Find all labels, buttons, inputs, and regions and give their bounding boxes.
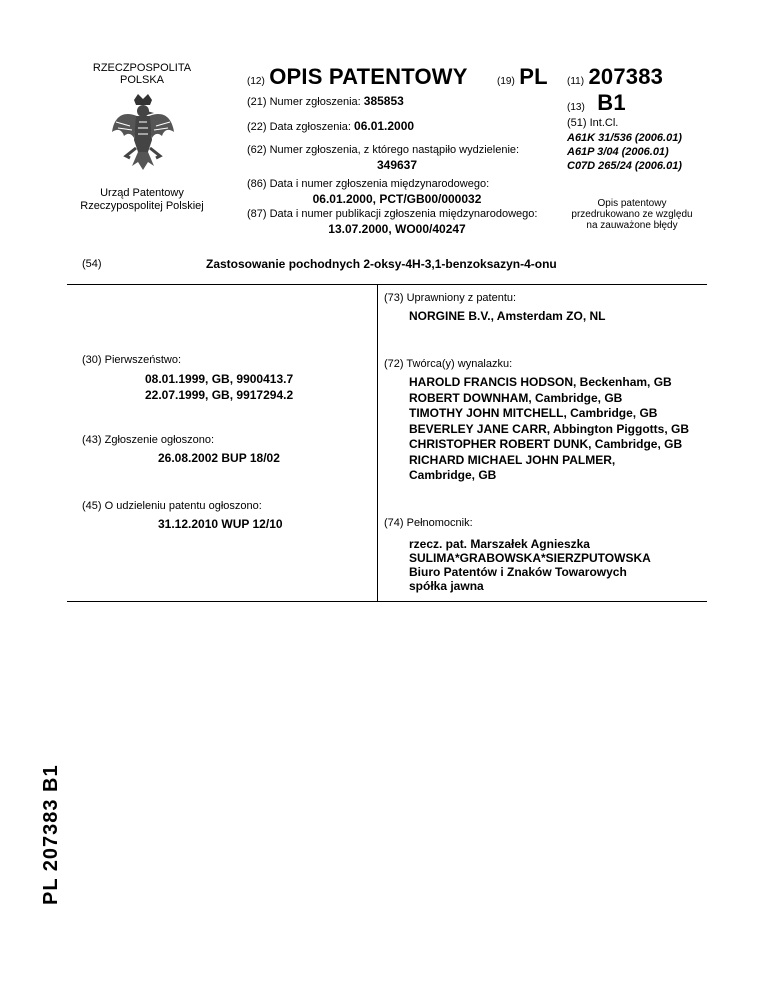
- patent-number-value: 207383: [588, 64, 664, 89]
- kind-code-value: B1: [597, 90, 626, 115]
- document-type: [247, 64, 468, 90]
- field-87-label: (87) Data i numer publikacji zgłoszenia międzynarodowego:: [247, 208, 538, 220]
- inventor-list: [409, 375, 689, 484]
- divider-vertical: [377, 284, 378, 602]
- attorney-block: [409, 537, 651, 593]
- inventor-2: ROBERT DOWNHAM, Cambridge, GB: [409, 390, 623, 405]
- field-22-label: (22) Data zgłoszenia:: [247, 121, 351, 133]
- country-line-1: RZECZPOSPOLITA: [92, 62, 192, 74]
- field-86-value: 06.01.2000, PCT/GB00/000032: [312, 192, 482, 206]
- inventor-5: CHRISTOPHER ROBERT DUNK, Cambridge, GB: [409, 437, 683, 451]
- patent-number: [567, 64, 663, 90]
- field-51-label: (51) Int.Cl.: [567, 117, 619, 129]
- field-72-label: (72) Twórca(y) wynalazku:: [384, 358, 513, 370]
- field-43-label: (43) Zgłoszenie ogłoszono:: [82, 434, 215, 446]
- priority-list: [145, 371, 293, 403]
- eagle-emblem-icon: [108, 92, 178, 174]
- attorney-line-2: SULIMA*GRABOWSKA*SIERZPUTOWSKA: [409, 551, 651, 565]
- reprint-note-line-2: przedrukowano ze względu: [571, 209, 693, 220]
- ipc-classification-list: [567, 131, 682, 173]
- field-22-value: 06.01.2000: [354, 119, 415, 133]
- kind-code: [567, 90, 626, 116]
- priority-2: 22.07.1999, GB, 9917294.2: [145, 388, 294, 402]
- attorney-line-3: Biuro Patentów i Znaków Towarowych: [409, 565, 627, 579]
- field-45-label: (45) O udzieleniu patentu ogłoszono:: [82, 500, 262, 512]
- office-line-1: Urząd Patentowy: [100, 187, 184, 199]
- country-code: [497, 64, 548, 90]
- inventor-4: BEVERLEY JANE CARR, Abbington Piggotts, GB: [409, 421, 690, 436]
- country-line-2: POLSKA: [119, 74, 165, 86]
- application-date: [247, 119, 414, 133]
- divider-bottom: [67, 601, 707, 602]
- inventor-3: TIMOTHY JOHN MITCHELL, Cambridge, GB: [409, 406, 658, 420]
- field-74-label: (74) Pełnomocnik:: [384, 517, 473, 529]
- field-73-label: (73) Uprawniony z patentu:: [384, 292, 517, 304]
- divider-top: [67, 284, 707, 285]
- field-13-code: (13): [567, 102, 585, 113]
- priority-1: 08.01.1999, GB, 9900413.7: [145, 372, 294, 386]
- inventor-1: HAROLD FRANCIS HODSON, Beckenham, GB: [409, 375, 672, 389]
- ipc-class-1: A61K 31/536 (2006.01): [567, 132, 682, 144]
- field-12-code: (12): [247, 76, 265, 87]
- field-30-label: (30) Pierwszeństwo:: [82, 354, 182, 366]
- attorney-line-1: rzecz. pat. Marszałek Agnieszka: [409, 537, 590, 551]
- reprint-note: [557, 198, 707, 231]
- ipc-class-2: A61P 3/04 (2006.01): [567, 146, 669, 158]
- field-45-value: 31.12.2010 WUP 12/10: [158, 517, 283, 531]
- field-43-value: 26.08.2002 BUP 18/02: [158, 451, 280, 465]
- field-54-code: (54): [82, 258, 102, 270]
- patent-office-name: [50, 187, 234, 213]
- inventor-6-city: Cambridge, GB: [409, 468, 497, 482]
- field-62-value: 349637: [376, 158, 418, 172]
- reprint-note-line-3: na zauważone błędy: [586, 220, 678, 231]
- field-86-label: (86) Data i numer zgłoszenia międzynarodowego:: [247, 178, 490, 190]
- attorney-line-4: spółka jawna: [409, 579, 484, 593]
- field-73-value: NORGINE B.V., Amsterdam ZO, NL: [409, 309, 606, 323]
- field-62-label: (62) Numer zgłoszenia, z którego nastąpiło wydzielenie:: [247, 144, 520, 156]
- country-name: [82, 62, 202, 86]
- country-code-value: PL: [519, 64, 548, 89]
- field-21-value: 385853: [363, 94, 404, 108]
- field-21-label: (21) Numer zgłoszenia:: [247, 96, 361, 108]
- field-87-value: 13.07.2000, WO00/40247: [328, 222, 466, 236]
- office-line-2: Rzeczypospolitej Polskiej: [80, 200, 204, 212]
- ipc-class-3: C07D 265/24 (2006.01): [567, 160, 682, 172]
- side-patent-label: PL 207383 B1: [40, 764, 62, 905]
- field-19-code: (19): [497, 76, 515, 87]
- document-type-label: OPIS PATENTOWY: [269, 64, 468, 89]
- reprint-note-line-1: Opis patentowy: [597, 198, 667, 209]
- inventor-6: RICHARD MICHAEL JOHN PALMER,: [409, 452, 616, 467]
- application-number: [247, 94, 404, 108]
- invention-title: Zastosowanie pochodnych 2-oksy-4H-3,1-benzoksazyn-4-onu: [206, 257, 557, 271]
- field-11-code: (11): [567, 76, 585, 87]
